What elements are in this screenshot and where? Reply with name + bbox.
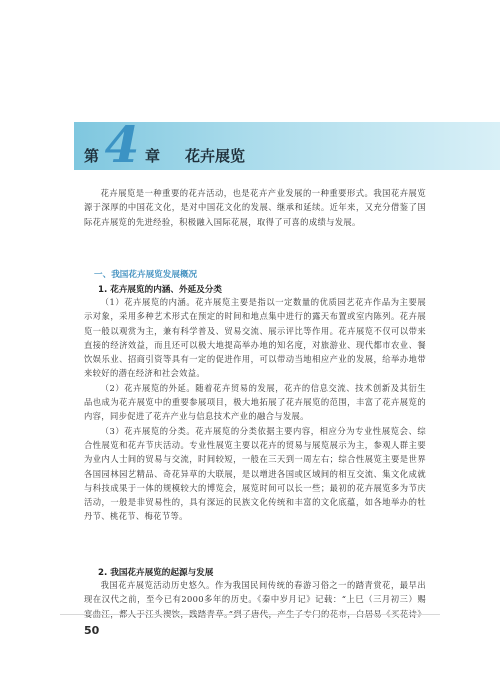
page-number: 50 (84, 624, 100, 637)
intro-text: 花卉展览是一种重要的花卉活动，也是花卉产业发展的一种重要形式。我国花卉展览源于深厚的中国花文化，是对中国花文化的发展、继承和延续。近年来，又充分借鉴了国际花卉展览的先进经验，积极融入国际花展，取得了可喜的成绩与发展。 (84, 188, 426, 227)
subsection-heading-2: 2. 我国花卉展览的起源与发展 (98, 568, 214, 578)
footer-divider (60, 614, 440, 615)
paragraph: （1）花卉展览的内涵。花卉展览主要是指以一定数量的优质园艺花卉作品为主要展示对象，采用多种艺术形式在预定的时间和地点集中进行的露天布置或室内陈列。花卉展览一般以观赏为主，兼有科学普及、贸易交流、展示评比等作用。花卉展览不仅可以带来直接的经济效益，而且还可以极大地提高举办地的知名度，对旅游业、现代都市农业、餐饮娱乐业、招商引资等具有一定的促进作用，可以带动当地相应产业的发展，给举办地带来较好的潜在经济和社会效益。 (84, 297, 426, 379)
intro-paragraph (84, 186, 426, 229)
section-heading: 一、我国花卉展览发展概况 (94, 270, 198, 280)
paragraph: （2）花卉展览的外延。随着花卉贸易的发展，花卉的信息交流、技术创新及其衍生品也成为花卉展览中的重要参展项目，极大地拓展了花卉展览的范围，丰富了花卉展览的内容，同步促进了花卉产业与信息技术产业的融合与发展。 (84, 382, 426, 422)
chapter-prefix: 第 (84, 147, 100, 165)
paragraph: 我国花卉展览活动历史悠久。作为我国民间传统的春游习俗之一的踏青赏花，最早出现在汉代之前，至今已有2000多年的历史。《秦中岁月记》记载：“上巳（三月初三）赐 (84, 580, 426, 605)
subsection-heading-1: 1. 花卉展览的内涵、外延及分类 (98, 285, 222, 295)
subsection-1-body (84, 295, 426, 524)
page-top-margin (0, 0, 500, 132)
chapter-title: 花卉展览 (185, 147, 246, 165)
chapter-suffix: 章 (145, 147, 161, 165)
paragraph: （3）花卉展览的分类。花卉展览的分类依据主要内容，相应分为专业性展览会、综合性展览和花卉节庆活动。专业性展览主要以花卉的贸易与展览展示为主，参观人群主要为业内人士间的贸易与交流，时间较短，一般在三天到一周左右；综合性展览主要是世界各国园林园艺精品、奇花异草的大联展，是以增进各国或区域间的相互交流、集文化成就与科技成果于一体的规模较大的博览会，展览时间可以长一些；最初的花卉展览多为节庆活动，一般是非贸易性的，具有深远的民族文化传统和丰富的文化底蕴，如各地举办的牡丹节、桃花节、梅花节等。 (84, 425, 426, 522)
chapter-number: 4 (105, 118, 139, 170)
chapter-number-graphic (105, 118, 139, 170)
